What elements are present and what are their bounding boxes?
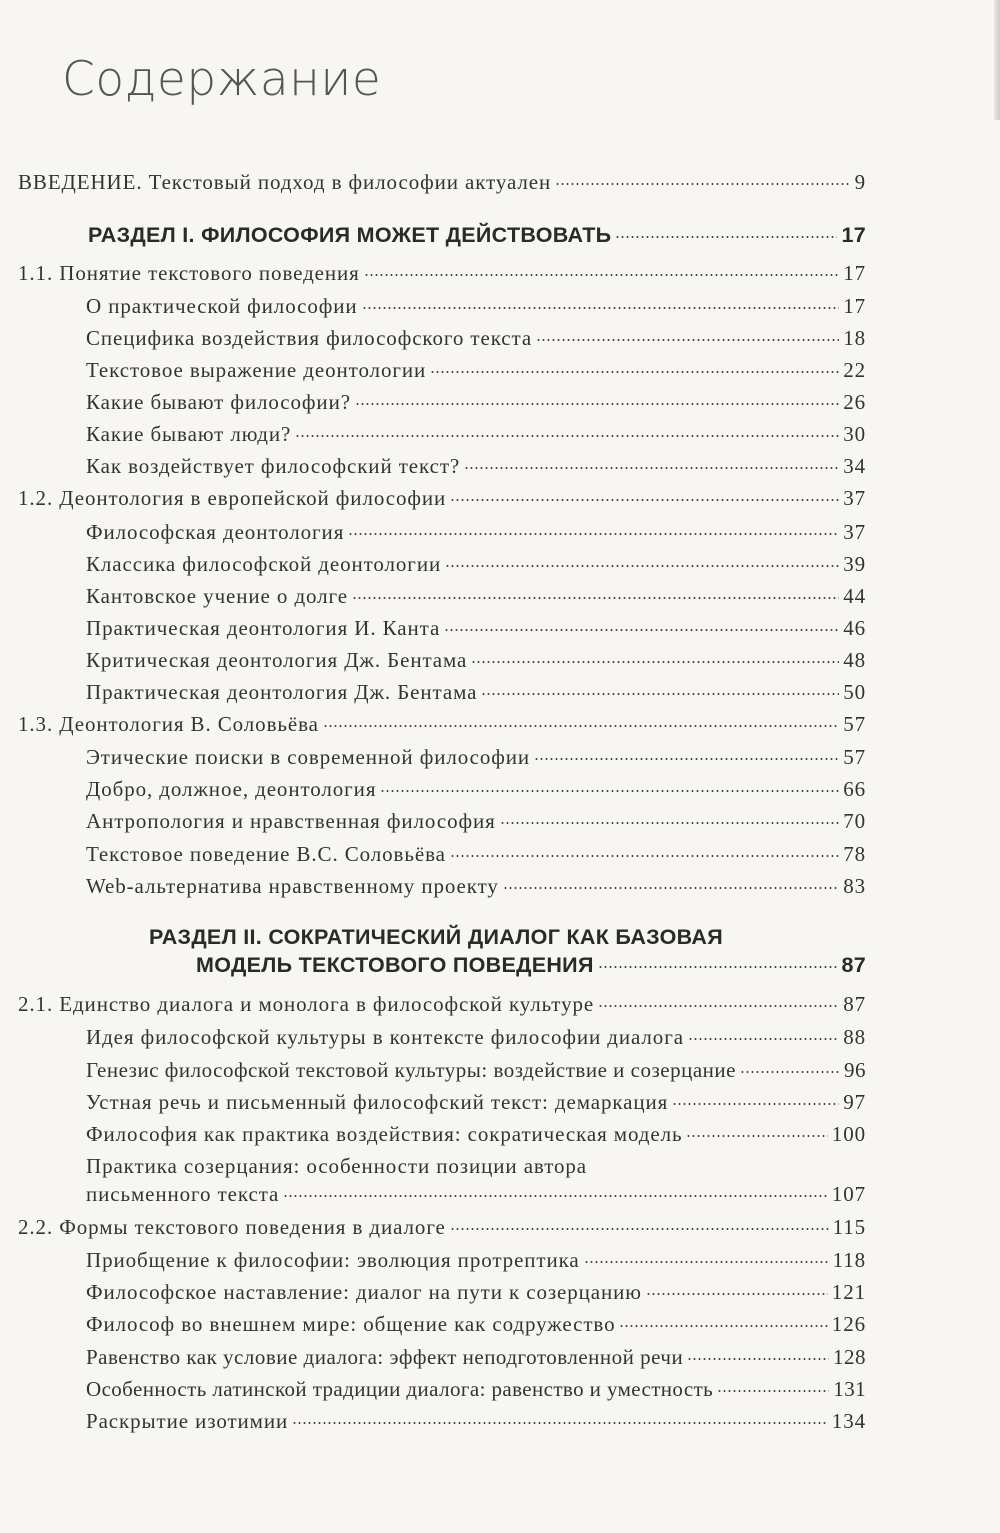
toc-page-number: 97 <box>843 1090 866 1114</box>
toc-subentry[interactable] <box>18 1087 866 1117</box>
page-title: Содержание <box>62 52 382 107</box>
toc-subentry[interactable] <box>18 323 866 353</box>
toc-entry-label: 1.2. Деонтология в европейской философии <box>18 486 447 510</box>
toc-page-number: 126 <box>831 1312 866 1336</box>
toc-entry-2-1[interactable] <box>18 989 866 1019</box>
toc-subentry-label: Какие бывают философии? <box>86 390 351 414</box>
toc-subentry[interactable] <box>18 1406 866 1436</box>
toc-subentry-label: Философская деонтология <box>86 520 345 544</box>
toc-subentry[interactable] <box>18 613 866 643</box>
toc-subentry-label: О практической философии <box>86 294 358 318</box>
dot-leader <box>450 855 839 857</box>
toc-entry-label: 2.2. Формы текстового поведения в диалоге <box>18 1215 446 1239</box>
toc-subentry-label: Web-альтернатива нравственному проекту <box>86 874 499 898</box>
toc-page-number: 66 <box>843 777 866 801</box>
toc-subentry[interactable] <box>18 355 866 385</box>
toc-subentry[interactable] <box>18 774 866 804</box>
toc-page-number: 118 <box>832 1248 866 1272</box>
toc-page-number: 26 <box>843 390 866 414</box>
toc-subentry[interactable] <box>18 517 866 547</box>
toc-subentry-label: Антропология и нравственная философия <box>86 809 496 833</box>
toc-subentry[interactable] <box>18 839 866 869</box>
toc-entry-label: ВВЕДЕНИЕ. Текстовый подход в философии актуален <box>18 170 552 194</box>
toc-subentry-label: Философ во внешнем мире: общение как содружество <box>86 1312 616 1336</box>
toc-subentry-label: Добро, должное, деонтология <box>86 777 377 801</box>
toc-page-number: 96 <box>844 1058 866 1082</box>
dot-leader <box>364 274 839 276</box>
toc-page-number: 17 <box>843 294 866 318</box>
toc-subentry-label: Особенность латинской традиции диалога: равенство и уместность <box>86 1377 714 1401</box>
toc-page-number: 37 <box>843 520 866 544</box>
toc-subentry[interactable] <box>18 549 866 579</box>
toc-page-number: 9 <box>854 170 866 194</box>
toc-subentry[interactable] <box>18 645 866 675</box>
dot-leader <box>740 1071 840 1073</box>
toc-page-number: 44 <box>843 584 866 608</box>
toc-page-number: 34 <box>843 454 866 478</box>
toc-subentry[interactable] <box>18 581 866 611</box>
toc-subentry[interactable] <box>18 291 866 321</box>
dot-leader <box>323 725 839 727</box>
toc-subentry-label: Философия как практика воздействия: сократическая модель <box>86 1122 683 1146</box>
toc-page-number: 87 <box>841 953 866 977</box>
toc-page-number: 57 <box>843 745 866 769</box>
page-edge-shadow <box>994 0 1000 120</box>
dot-leader <box>534 758 839 760</box>
toc-subentry-label: Текстовое поведение В.С. Соловьёва <box>86 842 446 866</box>
dot-leader <box>672 1103 839 1105</box>
toc-entry-1-2[interactable] <box>18 483 866 513</box>
toc-page-number: 131 <box>833 1377 866 1401</box>
dot-leader <box>584 1261 829 1263</box>
toc-subentry-label: Практическая деонтология И. Канта <box>86 616 441 640</box>
toc-page-number: 70 <box>843 809 866 833</box>
toc-page-number: 87 <box>843 992 866 1016</box>
toc-page-number: 115 <box>832 1215 866 1239</box>
toc-subentry[interactable] <box>18 677 866 707</box>
dot-leader <box>619 1325 827 1327</box>
toc-subentry[interactable] <box>18 1055 866 1085</box>
toc-subentry[interactable] <box>18 451 866 481</box>
dot-leader <box>503 887 839 889</box>
toc-page-number: 39 <box>843 552 866 576</box>
toc-subentry-label: Равенство как условие диалога: эффект неподготовленной речи <box>86 1345 684 1369</box>
dot-leader <box>380 790 839 792</box>
toc-subentry[interactable] <box>18 1179 866 1209</box>
toc-subentry[interactable] <box>18 742 866 772</box>
toc-page-number: 17 <box>843 261 866 285</box>
toc-subentry-label: Критическая деонтология Дж. Бентама <box>86 648 468 672</box>
dot-leader <box>717 1390 829 1392</box>
dot-leader <box>355 403 839 405</box>
toc-subentry-label: Этические поиски в современной философии <box>86 745 531 769</box>
dot-leader <box>430 371 839 373</box>
dot-leader <box>283 1195 828 1197</box>
dot-leader <box>444 629 839 631</box>
dot-leader <box>450 499 839 501</box>
toc-entry-label: 1.3. Деонтология В. Соловьёва <box>18 712 319 736</box>
toc-page-number: 134 <box>831 1409 866 1433</box>
toc-section-1[interactable] <box>18 220 866 250</box>
dot-leader <box>555 183 850 185</box>
dot-leader <box>686 1135 827 1137</box>
toc-page-number: 17 <box>841 223 866 247</box>
dot-leader <box>481 693 839 695</box>
toc-subentry-label: Генезис философской текстовой культуры: воздействие и созерцание <box>86 1058 736 1082</box>
toc-entry-2-2[interactable] <box>18 1212 866 1242</box>
toc-page-number: 128 <box>833 1345 866 1369</box>
dot-leader <box>292 1422 828 1424</box>
toc-page-number: 88 <box>843 1025 866 1049</box>
dot-leader <box>450 1228 829 1230</box>
toc-section-label: РАЗДЕЛ I. ФИЛОСОФИЯ МОЖЕТ ДЕЙСТВОВАТЬ <box>88 223 612 247</box>
dot-leader <box>295 435 839 437</box>
toc-page-number: 50 <box>843 680 866 704</box>
dot-leader <box>687 1358 829 1360</box>
toc-subentry-label: Устная речь и письменный философский текст: демаркация <box>86 1090 669 1114</box>
dot-leader <box>536 339 839 341</box>
dot-leader <box>615 236 837 238</box>
toc-page-number: 57 <box>843 712 866 736</box>
dot-leader <box>646 1293 828 1295</box>
toc-subentry-label: Кантовское учение о долге <box>86 584 348 608</box>
toc-page-number: 37 <box>843 486 866 510</box>
toc-subentry[interactable] <box>18 1245 866 1275</box>
toc-subentry[interactable] <box>18 1277 866 1307</box>
toc-page-number: 22 <box>843 358 866 382</box>
toc-subentry-wrapped-line1: Практика созерцания: особенности позиции автора <box>86 1154 588 1178</box>
dot-leader <box>352 597 839 599</box>
toc-subentry-label: Специфика воздействия философского текста <box>86 326 533 350</box>
toc-subentry-label: Идея философской культуры в контексте философии диалога <box>86 1025 684 1049</box>
toc-subentry[interactable] <box>18 1342 866 1372</box>
dot-leader <box>471 661 839 663</box>
toc-subentry[interactable] <box>18 1309 866 1339</box>
toc-page-number: 83 <box>843 874 866 898</box>
toc-page-number: 48 <box>843 648 866 672</box>
toc-entry-1-3[interactable] <box>18 709 866 739</box>
toc-entry-label: 2.1. Единство диалога и монолога в философской культуре <box>18 992 595 1016</box>
dot-leader <box>464 467 839 469</box>
toc-page-number: 46 <box>843 616 866 640</box>
toc-subentry[interactable] <box>18 1022 866 1052</box>
dot-leader <box>598 966 838 968</box>
toc-subentry-label: Текстовое выражение деонтологии <box>86 358 427 382</box>
dot-leader <box>362 307 840 309</box>
toc-page-number: 121 <box>831 1280 866 1304</box>
toc-subentry[interactable] <box>18 871 866 901</box>
toc-entry-label: 1.1. Понятие текстового поведения <box>18 261 360 285</box>
dot-leader <box>688 1038 839 1040</box>
toc-entry-intro[interactable] <box>18 167 866 197</box>
dot-leader <box>500 822 840 824</box>
dot-leader <box>445 565 839 567</box>
toc-subentry[interactable] <box>18 387 866 417</box>
toc-section-label: МОДЕЛЬ ТЕКСТОВОГО ПОВЕДЕНИЯ <box>196 953 594 977</box>
toc-subentry[interactable] <box>18 806 866 836</box>
toc-subentry-label: Как воздействует философский текст? <box>86 454 461 478</box>
toc-page-number: 18 <box>843 326 866 350</box>
toc-subentry[interactable] <box>18 419 866 449</box>
toc-page-number: 107 <box>831 1182 866 1206</box>
toc-subentry-label: Приобщение к философии: эволюция протрептика <box>86 1248 580 1272</box>
toc-subentry-label: Практическая деонтология Дж. Бентама <box>86 680 478 704</box>
dot-leader <box>598 1005 839 1007</box>
toc-subentry-label: Какие бывают люди? <box>86 422 292 446</box>
toc-subentry[interactable] <box>18 1374 866 1404</box>
toc-subentry-label: Классика философской деонтологии <box>86 552 442 576</box>
toc-subentry-label: Раскрытие изотимии <box>86 1409 289 1433</box>
toc-subentry-label: Философское наставление: диалог на пути к созерцанию <box>86 1280 642 1304</box>
toc-entry-1-1[interactable] <box>18 258 866 288</box>
toc-section-2[interactable] <box>18 950 866 980</box>
toc-section-2-line1: РАЗДЕЛ II. СОКРАТИЧЕСКИЙ ДИАЛОГ КАК БАЗОВАЯ <box>148 925 724 949</box>
toc-subentry[interactable] <box>18 1119 866 1149</box>
toc-subentry-label: письменного текста <box>86 1182 280 1206</box>
toc-page-number: 78 <box>843 842 866 866</box>
toc-page-number: 30 <box>843 422 866 446</box>
toc-page-number: 100 <box>831 1122 866 1146</box>
dot-leader <box>348 533 839 535</box>
